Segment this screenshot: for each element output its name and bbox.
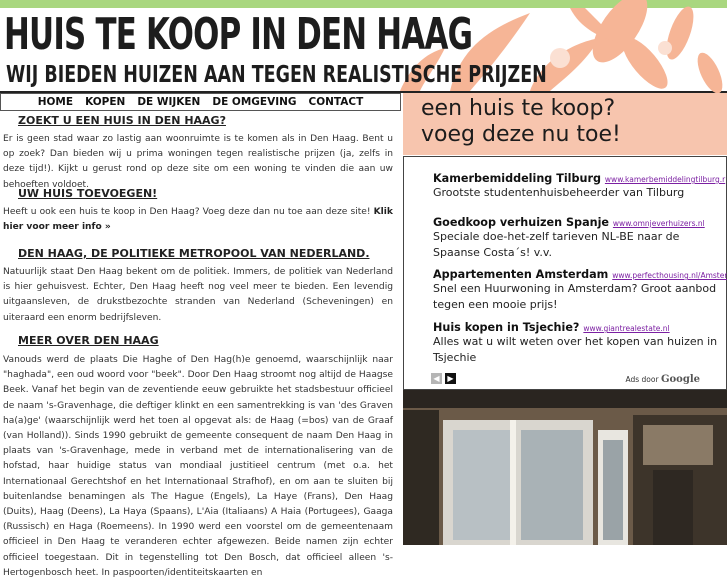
main-navigation — [0, 93, 401, 111]
more-info-link[interactable]: Klik hier voor meer info » — [3, 207, 393, 233]
section-heading: UW HUIS TOEVOEGEN! — [18, 187, 158, 200]
arrow-left-icon[interactable]: ◀ — [431, 373, 442, 384]
ad-item[interactable] — [433, 216, 723, 261]
ad-description: Speciale doe-het-zelf tarieven NL-BE naar de Spaanse Costa´s! v.v. — [433, 230, 680, 259]
ad-pager — [431, 373, 456, 384]
ad-item[interactable] — [433, 268, 727, 313]
site-tagline: WIJ BIEDEN HUIZEN AAN TEGEN REALISTISCHE PRIJZEN — [6, 62, 547, 88]
add-house-banner[interactable] — [403, 93, 727, 155]
banner-line-1: een huis te koop? — [421, 96, 616, 121]
ads-by-label: Ads door — [625, 375, 659, 384]
nav-de-omgeving[interactable]: DE OMGEVING — [212, 96, 297, 108]
section-text: Vanouds werd de plaats Die Haghe of Den Hag(h)e genoemd, waarschijnlijk naar "haghada", een oud woord voor "beek". Door Den Haag stroomt nog altijd de Haagse Beek. Vanaf het begin van de zeventiende eeuw gebruikte het stadsbestuur officieel de naam 's-Gravenhage, die deftiger klinkt en een samentrekking is van 'des Graven ha(a)ge' (waarschijnlijk werd het toen al opgevat als: de Haag (=bos) van de Graaf (van Holland)). Sinds 1990 gebruikt de gemeente consequent de naam Den Haag in plaats van 's-Gravenhage, mede in verband met de internationalisering van de hofstad, haar huidige status van mondiaal justitieel centrum (met o.a. het Internationaal Gerechtshof en het Internationaal Strafhof), en om aan te sluiten bij buitenlandse benamingen als The Hague (Engels), La Haye (Frans), Den Haag (Duits), Haag (Deens), La Haya (Spaans), L'Aia (Italiaans) A Haia (Portugees), Gaaga (Russisch) en Haga (Roemeens). In 1990 werd een voorstel om de gemeentenaam officieel in Den Haag te veranderen echter afgewezen. Beide namen zijn echter officieel toegestaan. Dit in tegenstelling tot Den Bosch, dat officieel alleen 's-Hertogenbosch heet. In paspoorten/identiteitskaarten en — [3, 355, 393, 578]
ad-url[interactable]: www.kamerbemiddelingtilburg.r — [604, 175, 726, 184]
site-title: HUIS TE KOOP IN DEN HAAG — [4, 9, 473, 60]
house-photo-image — [403, 390, 727, 545]
section-heading: DEN HAAG, DE POLITIEKE METROPOOL VAN NEDERLAND. — [18, 247, 370, 260]
ad-description: Alles wat u wilt weten over het kopen van huizen in Tsjechie — [433, 335, 718, 364]
section-text: Natuurlijk staat Den Haag bekent om de politiek. Immers, de politiek van Nederland is hier gehuisvest. Echter, Den Haag heeft nog veel meer te bieden. Een levendig uitgaansleven, de drukstbezochte stranden van Nederland (Scheveningen) en uiteraard een enorm bedrijfsleven. — [3, 267, 393, 323]
banner-line-2: voeg deze nu toe! — [421, 122, 621, 147]
section-text-body: Heeft u ook een huis te koop in Den Haag? Voeg deze dan nu toe aan deze site! — [3, 207, 371, 217]
site-header — [0, 8, 727, 93]
ad-description: Snel een Huurwoning in Amsterdam? Groot aanbod tegen een mooie prijs! — [433, 282, 717, 311]
right-column — [403, 93, 727, 545]
ad-url[interactable]: www.omnjeverhuizers.nl — [612, 219, 705, 228]
house-photo — [403, 390, 727, 545]
nav-contact[interactable]: CONTACT — [308, 96, 364, 108]
ad-title[interactable]: Appartementen Amsterdam — [433, 268, 609, 281]
ad-title[interactable]: Kamerbemiddeling Tilburg — [433, 172, 602, 185]
ads-box — [403, 156, 727, 390]
arrow-right-icon[interactable]: ▶ — [445, 373, 456, 384]
ad-description: Grootste studentenhuisbeheerder van Tilburg — [433, 186, 685, 199]
ad-item[interactable] — [433, 321, 723, 366]
section-text — [0, 205, 399, 235]
nav-home[interactable]: HOME — [37, 96, 74, 108]
section-heading: MEER OVER DEN HAAG — [18, 334, 159, 347]
ad-url[interactable]: www.perfecthousing.nl/Amster — [612, 271, 727, 280]
left-column — [0, 93, 401, 578]
nav-kopen[interactable]: KOPEN — [85, 96, 126, 108]
ad-item[interactable] — [433, 172, 726, 201]
section-heading: ZOEKT U EEN HUIS IN DEN HAAG? — [18, 114, 226, 127]
nav-de-wijken[interactable]: DE WIJKEN — [137, 96, 201, 108]
main-content — [0, 112, 399, 578]
ad-title[interactable]: Huis kopen in Tsjechie? — [433, 321, 580, 334]
ad-title[interactable]: Goedkoop verhuizen Spanje — [433, 216, 610, 229]
section-text: Er is geen stad waar zo lastig aan woonruimte is te komen als in Den Haag. Bent u op zoek? Dan bieden wij u prima woningen tegen realistische prijzen (ja, zelfs in deze tijd!). Kijkt u gerust rond op deze site om een woning te vinden die aan uw behoeften voldoet. — [3, 134, 393, 190]
google-logo: Google — [660, 374, 700, 385]
ad-url[interactable]: www.giantrealestate.nl — [583, 324, 670, 333]
ads-by-google[interactable] — [625, 374, 700, 385]
